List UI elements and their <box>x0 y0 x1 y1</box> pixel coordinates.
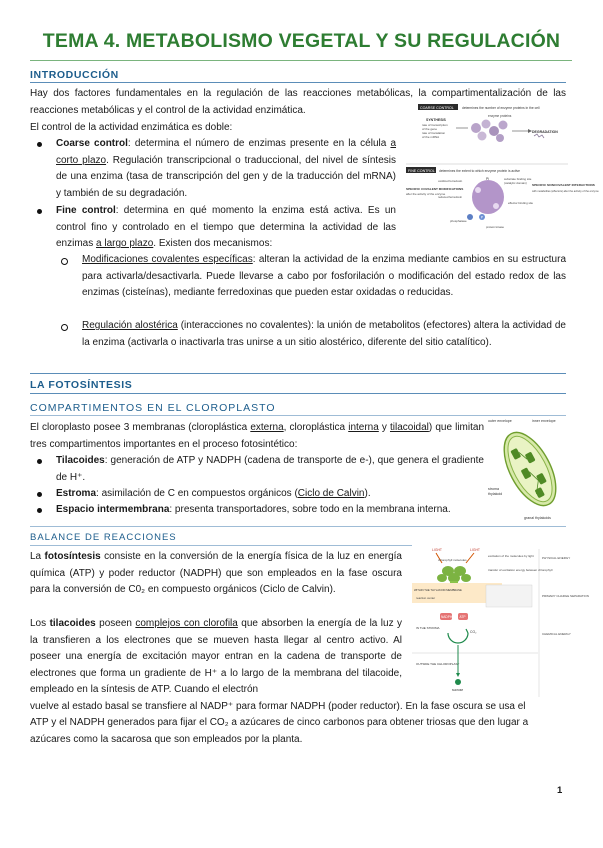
thylakoid-membrane-label: WITHIN THE THYLAKOID MEMBRANE <box>414 589 462 592</box>
intro-paragraph-1: Hay dos factores fundamentales en la regulación de las reacciones metabólicas, la compartimentalización de las reacciones metabólicas y el control de la actividad enzimática. <box>30 88 566 116</box>
estroma-label: Estroma <box>56 488 97 499</box>
pi-label: Pi <box>486 177 490 181</box>
p1-external: externa <box>250 422 284 433</box>
bal-p1-pre: La <box>30 551 45 562</box>
compartments-heading: COMPARTIMENTOS EN EL CLOROPLASTO <box>30 402 276 414</box>
fine-subtitle: determines the extent to which enzyme protein is active <box>439 169 520 173</box>
subbullet-covalent <box>61 258 68 265</box>
sucrose-label: sucrose <box>452 688 464 692</box>
p1-d: ) que limitan tres compartimentos importantes en el proceso fotosintético: <box>30 422 484 450</box>
calvin-cycle: Ciclo de Calvin <box>297 488 365 499</box>
balance-paragraph-1 <box>30 549 402 599</box>
coarse-control-label: Coarse control <box>56 138 128 149</box>
p1-c: y <box>378 422 390 433</box>
phosphatase-label: phosphatase <box>450 219 467 223</box>
atp-label: ATP <box>459 615 466 619</box>
coarse-control-paragraph <box>56 136 396 202</box>
thylakoid-label: thylakoid <box>488 492 503 496</box>
allosteric-underline: Regulación alostérica <box>82 320 178 331</box>
stroma-region-label: IN THE STROMA <box>416 626 440 630</box>
synthesis-line-4: of the mRNA <box>422 135 440 139</box>
balance-heading: BALANCE DE REACCIONES <box>30 532 177 543</box>
chemical-energy-label: CHEMICAL ENERGY <box>542 632 571 636</box>
photo-heading: LA FOTOSÍNTESIS <box>30 379 133 391</box>
chloroplast-paragraph <box>30 420 484 453</box>
nadph-label: NADPH <box>441 615 453 619</box>
estroma-item <box>56 486 484 503</box>
fine-underline: a largo plazo <box>96 238 154 250</box>
tilacoides-item <box>56 453 484 486</box>
intro-divider <box>30 82 566 83</box>
tilacoides-bold: tilacoides <box>49 618 96 629</box>
specific-covalent-sub: after the activity of the enzyme <box>406 192 446 196</box>
p-label: P <box>480 215 484 220</box>
fine-title: FINE CONTROL <box>408 169 435 173</box>
tilacoides-text: : generación de ATP y NADPH (cadena de transporte de e-), que genera el gradiente de H⁺. <box>56 455 484 483</box>
fine-text-a: : determina en qué momento la enzima está activa. Es un control fino y controlado en el tiempo que determina la actividad de las enzimas <box>56 205 396 250</box>
outer-envelope-label: outer envelope <box>488 419 512 423</box>
chloroplast-figure <box>488 414 568 524</box>
chlorophyll-label: chlorophyll molecules <box>438 558 467 562</box>
bullet-coarse <box>37 142 42 147</box>
specific-covalent-label: SPECIFIC COVALENT MODIFICATIONS <box>406 187 464 191</box>
synthesis-line-1: rate of transcription <box>422 123 448 127</box>
photo-divider <box>30 393 566 394</box>
stroma-label: stroma <box>488 487 499 491</box>
compartments-divider <box>30 415 566 416</box>
balance-top-divider <box>30 526 566 527</box>
intermembrana-label: Espacio intermembrana <box>56 504 170 515</box>
reaction-center-label: reaction center <box>416 596 436 600</box>
covalent-underline: Modificaciones covalentes específicas <box>82 254 253 265</box>
chlorophyll-complexes: complejos con clorofila <box>135 618 238 629</box>
substrate-site-label: substrate binding site <box>504 177 532 181</box>
bullet-fine <box>37 209 42 214</box>
degradation-label: DEGRADATION <box>532 130 558 134</box>
effector-site-label: effector binding site <box>508 201 534 205</box>
balance-paragraph-2 <box>30 616 402 699</box>
fine-text-b: . Existen dos mecanismos: <box>153 238 273 250</box>
fine-control-paragraph <box>56 203 396 253</box>
noncovalent-sub: with metabolites (effectors) alter the activity of the enzyme <box>532 190 599 193</box>
bal-p2-text: que absorben la energía de la luz y la transfieren a los electrones que se mueven hasta llegar al centro activo. Al poseer una energía de excitación mayor entran en la cadena de transporte de electrones que forma un gradiente de H⁺ a lo largo de la membrana del tilacoide, empleado en la síntesis de ATP. Cuando el electrón <box>30 618 403 696</box>
inner-envelope-label: inner envelope <box>532 419 556 423</box>
estroma-text: : asimilación de C en compuestos orgánicos ( <box>96 488 298 499</box>
photo-top-divider <box>30 373 566 374</box>
enzyme-body <box>472 180 504 214</box>
page-number: 1 <box>557 785 563 796</box>
reduced-label: reduced ferredoxin <box>438 195 463 199</box>
estroma-end: ). <box>364 488 371 499</box>
synthesis-line-3: rate of translation <box>422 131 446 135</box>
kinase-label: protein kinase <box>486 225 504 229</box>
noncovalent-label: SPECIFIC NONCOVALENT INTERACTIONS <box>532 183 595 187</box>
balance-line-c: azúcares como la sacarosa que son empleados por la planta. <box>30 734 303 745</box>
intro-paragraph-2: El control de la actividad enzimática es doble: <box>30 122 233 133</box>
p1-b: , cloroplástica <box>283 422 349 433</box>
page-title: TEMA 4. METABOLISMO VEGETAL Y SU REGULACIÓN <box>42 30 561 52</box>
intermembrana-item <box>56 502 496 519</box>
enzyme-control-figure <box>404 100 599 242</box>
p1-thylakoidal: tilacoidal <box>389 422 429 433</box>
bal-p2-mid: poseen <box>95 618 136 629</box>
bal-p2-pre: Los <box>30 618 50 629</box>
granal-label: granal thylakoids <box>524 516 551 520</box>
catalytic-label: (catalytic domain) <box>504 181 527 185</box>
allosteric-text: (interacciones no covalentes): la unión de metabolitos (efectores) altera la actividad de la enzima (activarla o inactivarla tras unirse a un sitio alostérico, diferente del sitio catalítico). <box>82 320 566 348</box>
excitation-label: excitation of the molecules by light <box>488 554 534 558</box>
balance-line-b: ATP y el NADPH generados para fijar el CO₂ a azúcares de cinco carbonos para obtener triosas que den lugar a <box>30 717 529 728</box>
primary-separation-label: PRIMARY CHARGE SEPARATION <box>542 594 589 598</box>
oxidized-label: oxidized ferredoxin <box>438 179 463 183</box>
intermembrana-text: : presenta transportadores, sobre todo en la membrana interna. <box>169 504 451 515</box>
title-divider <box>30 60 572 61</box>
bullet-intermembrana <box>37 508 42 513</box>
p1-internal: interna <box>348 422 379 433</box>
enzyme-proteins-label: enzyme proteins <box>488 114 512 118</box>
coarse-subtitle: determines the number of enzyme proteins in the cell <box>462 106 540 110</box>
bullet-estroma <box>37 492 42 497</box>
coarse-underline: a corto plazo <box>56 138 396 166</box>
bullet-tilacoides <box>37 459 42 464</box>
synthesis-line-2: of the gene <box>422 127 438 131</box>
coarse-title: COARSE CONTROL <box>420 106 454 110</box>
covalent-paragraph <box>82 252 566 302</box>
transfer-label: transfer of excitation energy between chlorophyll <box>488 568 553 572</box>
coarse-text-b: . Regulación transcripcional o traduccional, del nivel de síntesis de una enzima (tasa de transcripción del gen y de la traducción del mRNA) y también de su degradación. <box>56 154 396 199</box>
bal-p1-text: consiste en la conversión de la energía física de la luz en energía química (ATP) y poder reductor (NADPH) que son empleados en la fase oscura para la conversión de C0₂ en compuesto orgánicos (Ciclo de Calvin). <box>30 551 402 596</box>
p1-a: El cloroplasto posee 3 membranas (cloroplástica <box>30 422 251 433</box>
energy-conversion-figure <box>412 545 589 700</box>
tilacoides-label: Tilacoides <box>56 455 105 466</box>
intro-heading: INTRODUCCIÓN <box>30 69 119 81</box>
allosteric-paragraph <box>82 318 566 351</box>
coarse-text-a: : determina el número de enzimas presente en la célula <box>127 138 391 149</box>
balance-line-a: vuelve al estado basal se transfiere al NADP⁺ para formar NADPH (poder reductor). En la fase oscura se usa el <box>30 701 526 712</box>
co2-label: CO₂ <box>470 630 477 634</box>
fine-control-label: Fine control <box>56 205 116 216</box>
outside-chloroplast-label: OUTSIDE THE CHLOROPLAST <box>416 662 460 666</box>
synthesis-label: SYNTHESIS <box>426 118 446 122</box>
light-label-1: LIGHT <box>432 548 442 552</box>
subbullet-allosteric <box>61 324 68 331</box>
covalent-text: : alteran la actividad de la enzima mediante cambios en su estructura para activarla/desactivarla. Puede llevarse a cabo por fosforilación o modificación del estado redox de las enzimas (cisteínas), mediante ferredoxinas que pueden estar oxidadas o reducidas. <box>82 254 567 299</box>
light-label-2: LIGHT <box>470 548 480 552</box>
physical-energy-label: PHYSICAL ENERGY <box>542 556 571 560</box>
fotosintesis-label: fotosíntesis <box>44 551 101 562</box>
